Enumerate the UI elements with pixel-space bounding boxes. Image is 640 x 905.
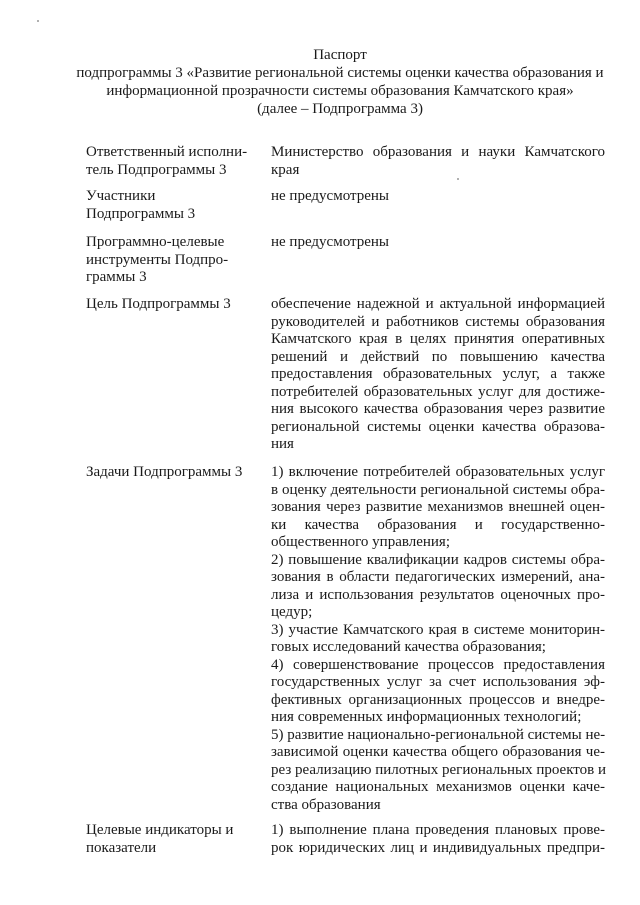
value-line: рез реализацию пилотных региональных проектов и xyxy=(271,761,607,778)
value-line: зования в области педагогических измерений, ана- xyxy=(271,569,605,585)
value-line: говых исследований качества образования; xyxy=(271,639,546,655)
row-value xyxy=(271,144,605,179)
value-line: 1) выполнение плана проведения плановых прове- xyxy=(271,822,605,838)
value-line: 3) участие Камчатского края в системе мониторин- xyxy=(271,621,605,638)
row-label xyxy=(86,296,256,314)
row-label xyxy=(86,234,256,287)
header-subtitle-line-2: информационной прозрачности системы образования Камчатского края» xyxy=(106,83,574,99)
value-line: цедур; xyxy=(271,604,313,620)
row-label xyxy=(86,822,256,857)
value-line: края xyxy=(271,161,300,178)
value-line: государственных услуг за счет использования эф- xyxy=(271,674,605,690)
value-line: лиза и использования результатов оценочных про- xyxy=(271,586,605,603)
value-line: 1) включение потребителей образовательных услуг xyxy=(271,464,605,480)
value-line: ства образования xyxy=(271,796,381,813)
passport-header xyxy=(70,46,610,118)
label-line: Цель Подпрограммы 3 xyxy=(86,296,231,312)
value-line: не предусмотрены xyxy=(271,234,390,250)
value-line: потребителей образовательных услуг для достиже- xyxy=(271,383,605,400)
label-line: Задачи Подпрограммы 3 xyxy=(86,464,243,480)
row-value xyxy=(271,822,605,857)
value-line: ки качества образования и государственно- xyxy=(271,516,605,533)
value-line: ния xyxy=(271,436,294,452)
value-line: 2) повышение квалификации кадров системы обра- xyxy=(271,551,605,568)
value-line: Министерство образования и науки Камчатского xyxy=(271,144,605,160)
header-subtitle-line-1: подпрограммы 3 «Развитие региональной системы оценки качества образования и xyxy=(76,65,604,81)
value-line: фективных организационных процессов и внедре- xyxy=(271,691,605,708)
row-value xyxy=(271,296,605,454)
label-line: Целевые индикаторы и xyxy=(86,822,234,838)
header-title: Паспорт xyxy=(313,47,367,63)
label-line: инструменты Подпро- xyxy=(86,251,229,268)
value-line: зависимой оценки качества общего образования че- xyxy=(271,744,605,760)
row-label xyxy=(86,464,256,482)
label-line: граммы 3 xyxy=(86,269,147,285)
row-value xyxy=(271,464,605,814)
value-line: ния современных информационных технологий; xyxy=(271,709,582,725)
value-line: Камчатского края в целях принятия оперативных xyxy=(271,331,605,347)
value-line: решений и действий по повышению качества xyxy=(271,348,605,365)
row-value xyxy=(271,234,605,252)
value-line: создание национальных механизмов оценки каче- xyxy=(271,779,605,795)
value-line: в оценку деятельности региональной системы обра- xyxy=(271,481,605,498)
header-subtitle-line-3: (далее – Подпрограмма 3) xyxy=(257,101,423,117)
value-line: руководителей и работников системы образования xyxy=(271,313,605,330)
label-line: тель Подпрограммы 3 xyxy=(86,161,227,178)
value-line: 5) развитие национально-региональной системы не- xyxy=(271,726,606,743)
label-line: Участники xyxy=(86,188,156,204)
value-line: ния высокого качества образования через развитие xyxy=(271,401,605,417)
scan-speck xyxy=(457,178,459,180)
label-line: Ответственный исполни- xyxy=(86,144,248,160)
label-line: Программно-целевые xyxy=(86,234,225,250)
row-label xyxy=(86,144,256,179)
value-line: 4) совершенствование процессов предоставления xyxy=(271,656,605,673)
value-line: не предусмотрены xyxy=(271,188,390,204)
value-line: обеспечение надежной и актуальной информацией xyxy=(271,296,605,312)
value-line: зования через развитие механизмов внешней оцен- xyxy=(271,499,605,515)
row-value xyxy=(271,188,605,206)
row-label xyxy=(86,188,256,223)
value-line: региональной системы оценки качества образова- xyxy=(271,418,605,435)
value-line: рок юридических лиц и индивидуальных предпри- xyxy=(271,839,605,856)
value-line: предоставления образовательных услуг, а также xyxy=(271,366,605,382)
scan-speck xyxy=(37,20,39,22)
label-line: показатели xyxy=(86,839,157,856)
label-line: Подпрограммы 3 xyxy=(86,205,196,222)
value-line: общественного управления; xyxy=(271,534,450,550)
